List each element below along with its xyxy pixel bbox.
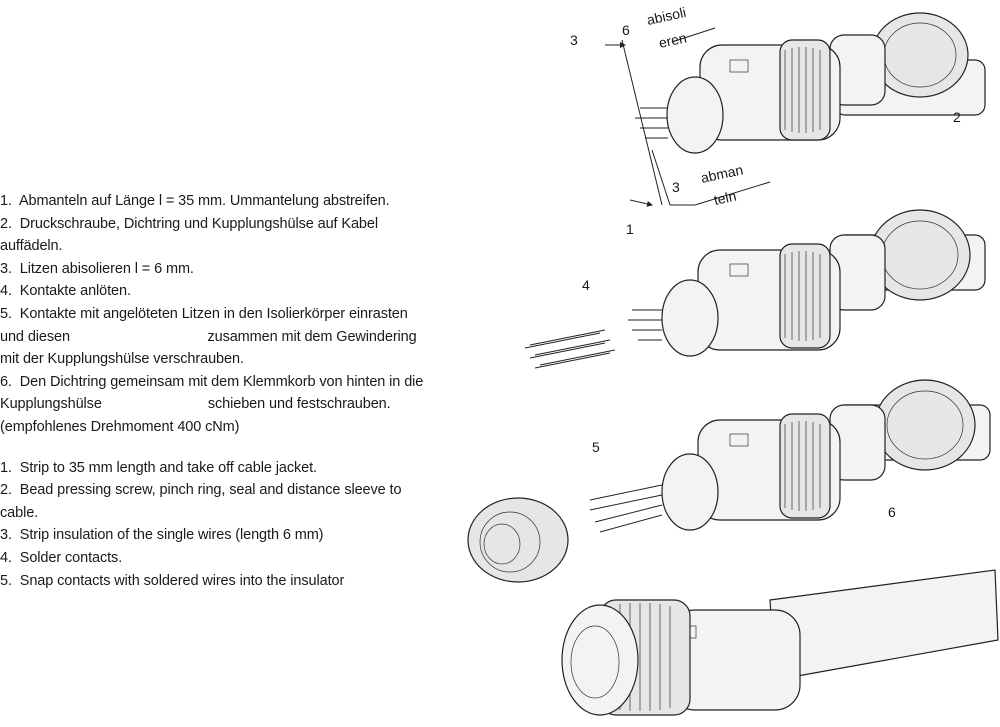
- instructions-text: [0, 190, 430, 592]
- instruction-en-4: 4. Solder contacts.: [0, 549, 123, 566]
- dim-jacket-length: 3: [672, 179, 680, 195]
- step-label-4: 4: [582, 277, 590, 293]
- dim-strip-text-1: abisoli: [645, 4, 688, 28]
- step-label-5: 5: [592, 439, 600, 455]
- dim-jacket-text-2: teln: [712, 187, 738, 208]
- assembly-drawing: [440, 0, 1000, 727]
- instruction-de-4: 4. Kontakte anlöten.: [0, 283, 131, 300]
- instruction-de-6: 6. Den Dichtring gemeinsam mit dem Klemmkorb von hinten in die Kupplungshülse schieben und festschrauben. (empfohlenes Drehmoment 400 cNm): [0, 373, 428, 435]
- threaded-ring-5: [468, 498, 568, 582]
- step-label-6: 6: [888, 504, 896, 520]
- assembly-step-2: [635, 13, 985, 153]
- instruction-en-1: 1. Strip to 35 mm length and take off cable jacket.: [0, 459, 317, 476]
- assembly-final: [562, 570, 998, 715]
- assembly-svg: [440, 0, 1000, 727]
- instruction-en-3: 3. Strip insulation of the single wires (length 6 mm): [0, 527, 324, 544]
- pressing-screw-1: [872, 13, 968, 97]
- instruction-de-3: 3. Litzen abisolieren l = 6 mm.: [0, 260, 194, 277]
- wires-5: [590, 485, 662, 532]
- dim-left: 3: [570, 32, 578, 48]
- knurled-ring-1: [780, 40, 830, 140]
- step-label-1: 1: [626, 221, 634, 237]
- instruction-en-5: 5. Snap contacts with soldered wires into the insulator: [0, 572, 345, 589]
- assembly-step-4: [525, 210, 985, 368]
- assembly-step-6: [468, 380, 990, 582]
- instruction-en-2: 2. Bead pressing screw, pinch ring, seal and distance sleeve to cable.: [0, 482, 406, 521]
- contacts-4: [530, 330, 615, 365]
- instruction-de-2: 2. Druckschraube, Dichtring und Kupplungshülse auf Kabel auffädeln.: [0, 215, 382, 255]
- step-label-2: 2: [953, 109, 961, 125]
- insulator-1: [667, 77, 723, 153]
- dim-strip-length: 6: [622, 22, 630, 38]
- instruction-de-5: 5. Kontakte mit angelöteten Litzen in den Isolierkörper einrasten und diesen zusammen mit dem Gewindering mit der Kupplungshülse verschrauben.: [0, 305, 421, 368]
- instruction-de-1: 1. Abmanteln auf Länge l = 35 mm. Ummantelung abstreifen.: [0, 193, 390, 209]
- dim-jacket-text-1: abman: [699, 161, 745, 186]
- dim-strip-text-2: eren: [657, 29, 689, 51]
- cable-final: [770, 570, 998, 680]
